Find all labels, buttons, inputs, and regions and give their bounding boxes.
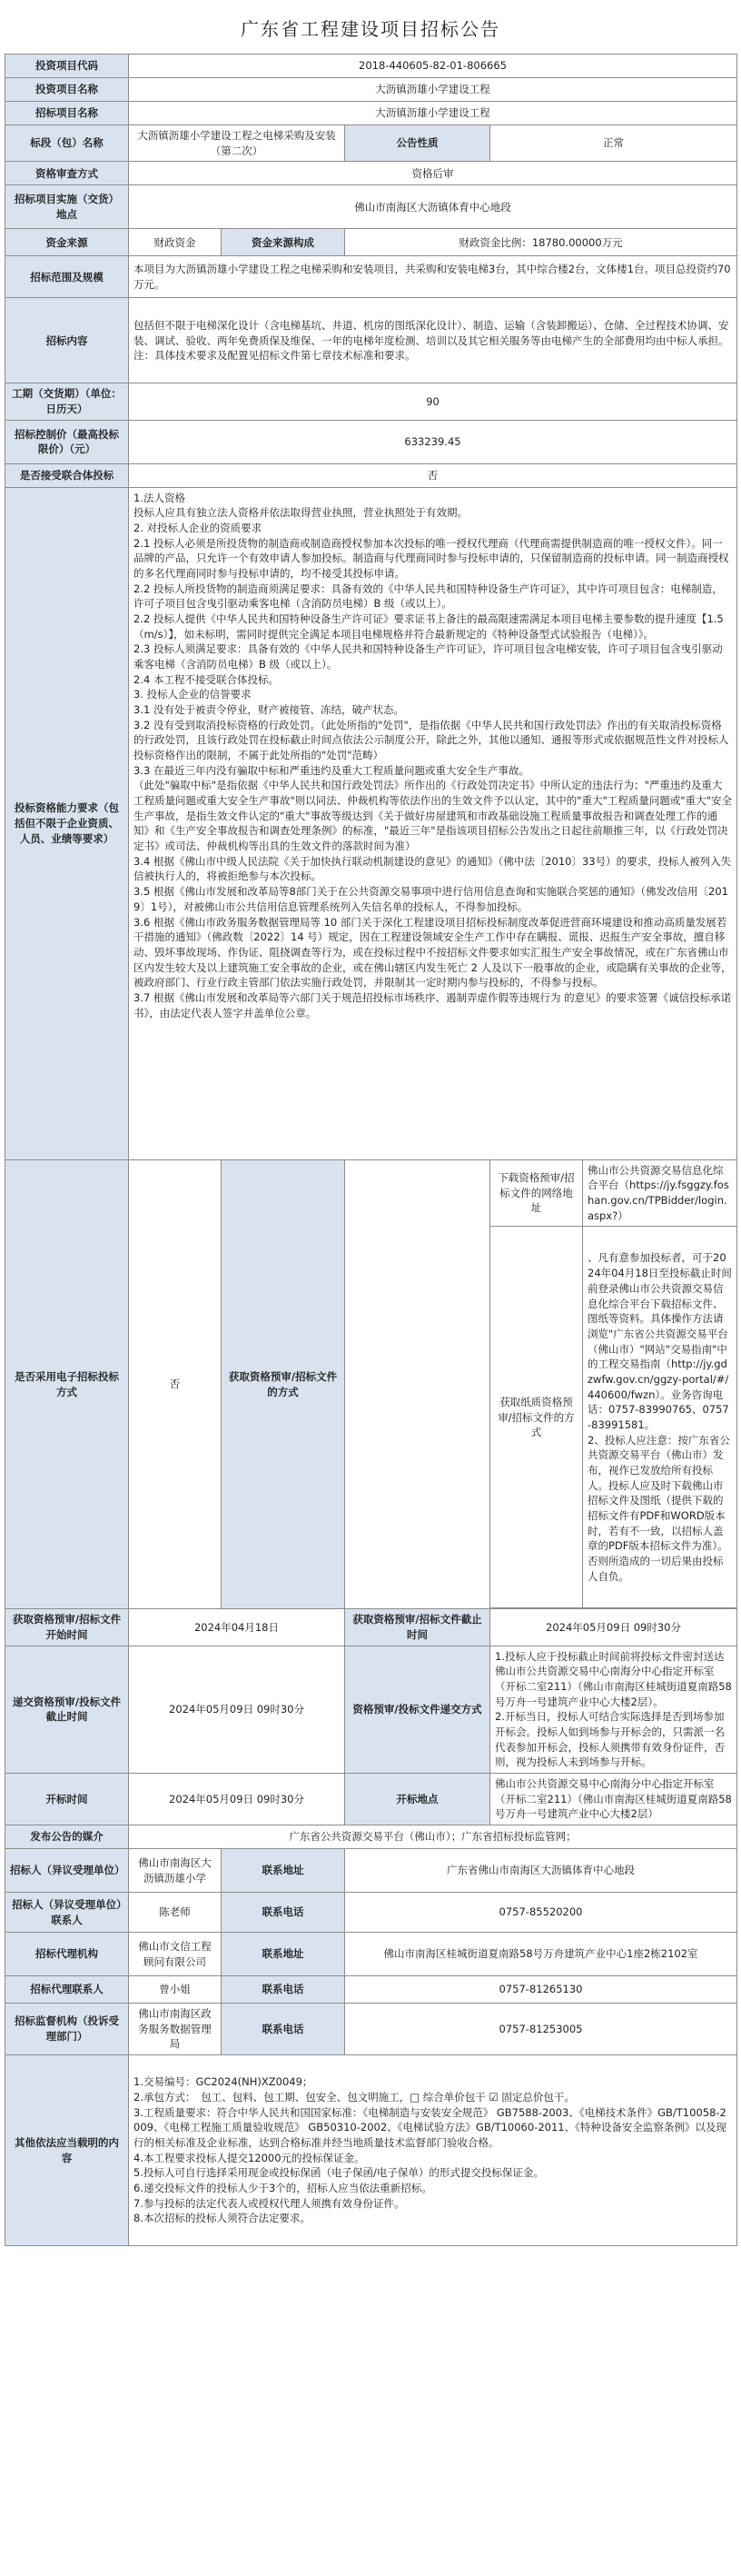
value-other: 1.交易编号：GC2024(NH)XZ0049； 2.承包方式： 包工、包料、包工期、包安全、包文明施工，□ 综合单价包干 ☑ 固定总价包干。 3.工程质量要求：符合中华人民共和国国家标准：《电梯制造与安装安全规范》 GB7588-2003、《电梯技术条件》GB/T10058-2009、《电梯工程施工质量验收规范》 GB50310-2002、《电梯试验方法》GB/T10060-2011、《特种设备安全监察条例》以及现行的相关标准及企业标准，达到合格标准并经当地质量技术监督部门验收合格。 4.本工程要求投标人提交12000元的投标保证金。 5.投标人可自行选择采用现金或投标保函（电子保函/电子保单）的形式提交投标保证金。 6.递交投标文件的投标人少于3个的，招标人应当依法重新招标。 7.参与投标的法定代表人或授权代理人须携有效身份证件。 8.本次招标的投标人须符合法定要求。 (129, 2055, 737, 2246)
row-consortium (5, 463, 737, 487)
label-project-code: 投资项目代码 (5, 55, 129, 78)
value-fund-source: 财政资金 (129, 229, 222, 256)
row-tender-project-name (5, 102, 737, 125)
row-other (5, 2055, 737, 2246)
value-publicity: 正常 (490, 125, 737, 162)
label-tenderer: 招标人（异议受理单位） (5, 1849, 129, 1893)
row-supervisor (5, 2004, 737, 2055)
value-duration: 90 (129, 383, 737, 420)
notice-page (5, 0, 736, 2246)
value-agent: 佛山市文信工程顾问有限公司 (129, 1933, 222, 1976)
row-location (5, 185, 737, 229)
label-consortium: 是否接受联合体投标 (5, 463, 129, 487)
value-tenderer: 佛山市南海区大沥镇沥雄小学 (129, 1849, 222, 1893)
row-publish-media (5, 1825, 737, 1849)
row-project-code (5, 55, 737, 78)
label-open-place: 开标地点 (345, 1774, 490, 1825)
label-get-way: 获取资格预审/招标文件的方式 (222, 1159, 345, 1609)
value-tender-project-name: 大沥镇沥雄小学建设工程 (129, 102, 737, 125)
value-open-time: 2024年05月09日 09时30分 (129, 1774, 345, 1825)
row-project-name (5, 78, 737, 102)
row-online-address (5, 1159, 737, 1227)
row-fund (5, 229, 737, 256)
row-ceiling (5, 420, 737, 463)
value-tenderer-address: 广东省佛山市南海区大沥镇体育中心地段 (345, 1849, 737, 1893)
value-get-start: 2024年04月18日 (129, 1609, 345, 1646)
label-get-start: 获取资格预审/招标文件开始时间 (5, 1609, 129, 1646)
row-get-time (5, 1609, 737, 1646)
row-tenderer (5, 1849, 737, 1893)
label-agent-address: 联系地址 (222, 1933, 345, 1976)
label-supervisor: 招标监督机构（投诉受理部门） (5, 2004, 129, 2055)
label-agent: 招标代理机构 (5, 1933, 129, 1976)
label-review-method: 资格审查方式 (5, 162, 129, 185)
value-location: 佛山市南海区大沥镇体育中心地段 (129, 185, 737, 229)
row-agent-contact (5, 1976, 737, 2004)
label-tenderer-contact: 招标人（异议受理单位）联系人 (5, 1893, 129, 1933)
label-online-address: 下载资格预审/招标文件的网络地址 (490, 1159, 583, 1227)
row-duration (5, 383, 737, 420)
value-tenderer-phone: 0757-85520200 (345, 1893, 737, 1933)
label-project-name: 投资项目名称 (5, 78, 129, 102)
row-review-method (5, 162, 737, 185)
row-qualification (5, 487, 737, 1159)
label-content: 招标内容 (5, 298, 129, 383)
page-title: 广东省工程建设项目招标公告 (241, 18, 500, 40)
label-qualification: 投标资格能力要求（包括但不限于企业资质、人员、业绩等要求） (5, 487, 129, 1159)
row-open (5, 1774, 737, 1825)
label-scope: 招标范围及规模 (5, 256, 129, 298)
row-agent (5, 1933, 737, 1976)
value-review-method: 资格后审 (129, 162, 737, 185)
label-location: 招标项目实施（交货）地点 (5, 185, 129, 229)
value-agent-phone: 0757-81265130 (345, 1976, 737, 2004)
value-scope: 本项目为大沥镇沥雄小学建设工程之电梯采购和安装项目，共采购和安装电梯3台，其中综合楼2台，文体楼1台。项目总投资约70万元。 (129, 256, 737, 298)
value-online-address[interactable]: 佛山市公共资源交易信息化综合平台（https://jy.fsggzy.foshan.gov.cn/TPBidder/login.aspx?） (583, 1159, 737, 1227)
row-scope (5, 256, 737, 298)
label-publicity: 公告性质 (345, 125, 490, 162)
notice-table (5, 54, 737, 2246)
value-tenderer-contact: 陈老师 (129, 1893, 222, 1933)
label-duration: 工期（交货期）（单位：日历天） (5, 383, 129, 420)
label-supervisor-phone: 联系电话 (222, 2004, 345, 2055)
value-section-name: 大沥镇沥雄小学建设工程之电梯采购及安装（第二次） (129, 125, 345, 162)
value-supervisor-phone: 0757-81253005 (345, 2004, 737, 2055)
value-electronic: 否 (129, 1159, 222, 1609)
label-paper-way: 获取纸质资格预审/招标文件的方式 (490, 1227, 583, 1608)
value-supervisor: 佛山市南海区政务服务数据管理局 (129, 2004, 222, 2055)
label-agent-phone: 联系电话 (222, 1976, 345, 2004)
label-tenderer-address: 联系地址 (222, 1849, 345, 1893)
label-section-name: 标段（包）名称 (5, 125, 129, 162)
value-qualification: 1.法人资格 投标人应具有独立法人资格并依法取得营业执照，营业执照处于有效期。 2. 对投标人企业的资质要求 2.1 投标人必须是所投货物的制造商或制造商授权参加本次投标的唯一授权代理商（代理商需提供制造商的唯一授权文件）。同一品牌的产品，只允许一个有效申请人参加投标。制造商与代理商同时参与投标申请的，只保留制造商的投标申请。同一制造商授权的多名代理商同时参与投标申请的，均不接受其投标申请。 2.2 投标人所投货物的制造商须满足要求：具备有效的《中华人民共和国特种设备生产许可证》，其中许可项目包含：电梯制造，许可子项目包含曳引驱动乘客电梯（含消防员电梯）B 级（或以上）。 2.2 投标人提供《中华人民共和国特种设备生产许可证》要求证书上备注的最高限速需满足本项目电梯主要参数的提升速度【1.5（m/s）】，如未标明，需同时提供完全满足本项目电梯规格并符合最新规定的《特种设备型式试验报告（电梯）》。 2.3 投标人须满足要求：具备有效的《中华人民共和国特种设备生产许可证》，许可项目包含电梯安装，许可子项目包含曳引驱动乘客电梯（含消防员电梯）B 级（或以上）。 2.4 本工程不接受联合体投标。 3. 投标人企业的信誉要求 3.1 没有处于被责令停业，财产被接管、冻结，破产状态。 3.2 没有受到取消投标资格的行政处罚。（此处所指的"处罚"，是指依据《中华人民共和国行政处罚法》作出的有关取消投标资格的行政处罚，且该行政处罚在投标截止时间点依法公示制度公开，除此之外，其他以通知、通报等形式或依据规范性文件对投标人投标资格作出的限制，不属于此处所指的"处罚"范畴） 3.3 在最近三年内没有骗取中标和严重违约及重大工程质量问题或重大安全生产事故。 （此处"骗取中标"是指依据《中华人民共和国行政处罚法》所作出的《行政处罚决定书》中所认定的违法行为；"严重违约及重大工程质量问题或重大安全生产事故"则以同法、仲裁机构等依法作出的生效文件予以认定，其中的"重大"工程质量问题或"重大"安全生产事故，是指生效文件认定的"重大"事故等级达到《关于做好房屋建筑和市政基础设施工程质量事故报告和调查处理工作的通知》和《生产安全事故报告和调查处理条例》的标准，"最近三年"是指该项目招标公告发出之日起往前顺推三年，以《行政处罚决定书》或司法、仲裁机构等出具的生效文件的落款时间为准） 3.4 根据《佛山市中级人民法院《关于加快执行联动机制建设的意见》的通知》（佛中法〔2010〕33号）的要求，投标人被列入失信被执行人的，将被拒绝参与本次投标。 3.5 根据《佛山市发展和改革局等8部门关于在公共资源交易事项中进行信用信息查询和实施联合奖惩的通知》（佛发改信用〔2019〕1号），对被佛山市公共信用信息管理系统列入失信名单的投标人，不得参加投标。 3.6 根据《佛山市政务服务数据管理局等 10 部门关于深化工程建设项目招标投标制度改革促进营商环境建设和推动高质量发展若干措施的通知》（佛政数〔2022〕14 号）规定，因在工程建设领域安全生产工作中存在瞒报、谎报、迟报生产安全事故，擅自移动、毁坏事故现场、作伪证、阻挠调查等行为，或在投标过程中不按招标文件要求如实汇报生产安全事故情况，或在广东省佛山市区内发生较大及以上建筑施工安全事故的企业，或在佛山辖区内发生死亡 2 人及以下一般事故的企业，或隐瞒有关事故的企业等，被政府部门、行业行政主管部门依法实施行政处罚，并限制其一定时期内参与投标的，不得参与投标。 3.7 根据《佛山市发展和改革局等六部门关于规范招投标市场秩序、遏制弄虚作假等违规行为 的意见》的要求签署《诚信投标承诺书》，由法定代表人签字并盖单位公章。 (129, 487, 737, 1159)
value-submit-way: 1.投标人应于投标截止时间前将投标文件密封送达佛山市公共资源交易中心南海分中心指定开标室（开标二室211）（佛山市南海区桂城街道夏南路58号万舟一号建筑产业中心大楼2层）。 2.开标当日，投标人可结合实际选择是否到场参加开标会。投标人如到场参与开标会的，只需派一名代表参加开标会，投标人须携带有效身份证件，否则，视为投标人未到场参与开标。 (490, 1646, 737, 1773)
label-fund-structure: 资金来源构成 (222, 229, 345, 256)
label-get-end: 获取资格预审/招标文件截止时间 (345, 1609, 490, 1646)
label-ceiling: 招标控制价（最高投标限价）（元） (5, 420, 129, 463)
label-submit-way: 资格预审/投标文件递交方式 (345, 1646, 490, 1773)
label-fund-source: 资金来源 (5, 229, 129, 256)
value-paper-way: 、凡有意参加投标者，可于2024年04月18日至投标截止时间前登录佛山市公共资源交易信息化综合平台下载招标文件、图纸等资料。具体操作方法请浏览"广东省公共资源交易平台（佛山市）"网站"交易指南"中的工程交易指南（http://jy.gdzwfw.gov.cn/ggzy-portal/#/440600/fwzn）。业务咨询电话：0757-83990765、0757-83991581。 2、投标人应注意：按广东省公共资源交易平台（佛山市）发布，视作已发放给所有投标人。投标人应及时下载佛山市招标文件及图纸（提供下载的招标文件有PDF和WORD版本时，若有不一致，以招标人盖章的PDF版本招标文件为准）。否则所造成的一切后果由投标人自负。 (583, 1227, 737, 1608)
value-fund-structure: 财政资金比例：18780.00000万元 (345, 229, 737, 256)
value-ceiling: 633239.45 (129, 420, 737, 463)
label-tenderer-phone: 联系电话 (222, 1893, 345, 1933)
label-open-time: 开标时间 (5, 1774, 129, 1825)
label-tender-project-name: 招标项目名称 (5, 102, 129, 125)
value-project-code: 2018-440605-82-01-806665 (129, 55, 737, 78)
value-submit-deadline: 2024年05月09日 09时30分 (129, 1646, 345, 1773)
value-agent-contact: 曾小姐 (129, 1976, 222, 2004)
value-get-end: 2024年05月09日 09时30分 (490, 1609, 737, 1646)
row-tenderer-contact (5, 1893, 737, 1933)
value-publish-media: 广东省公共资源交易平台（佛山市）；广东省招标投标监管网； (129, 1825, 737, 1849)
row-content (5, 298, 737, 383)
value-open-place: 佛山市公共资源交易中心南海分中心指定开标室（开标二室211）（佛山市南海区桂城街道夏南路58号万舟一号建筑产业中心大楼2层） (490, 1774, 737, 1825)
label-electronic: 是否采用电子招标投标方式 (5, 1159, 129, 1609)
value-consortium: 否 (129, 463, 737, 487)
label-agent-contact: 招标代理联系人 (5, 1976, 129, 2004)
row-section (5, 125, 737, 162)
value-project-name: 大沥镇沥雄小学建设工程 (129, 78, 737, 102)
row-submit (5, 1646, 737, 1773)
label-publish-media: 发布公告的媒介 (5, 1825, 129, 1849)
value-agent-address: 佛山市南海区桂城街道夏南路58号万舟建筑产业中心1座2栋2102室 (345, 1933, 737, 1976)
label-submit-deadline: 递交资格预审/投标文件截止时间 (5, 1646, 129, 1773)
label-other: 其他依法应当载明的内容 (5, 2055, 129, 2246)
value-content: 包括但不限于电梯深化设计（含电梯基坑、井道、机房的图纸深化设计）、制造、运输（含装卸搬运）、仓储、全过程技术协调、安装、调试、验收、两年免费质保及维保、一年的电梯年度检测、培训以及其它相关服务等由电梯产生的全部费用均由中标人承担。 注：具体技术要求及配置见招标文件第七章技术标准和要求。 (129, 298, 737, 383)
